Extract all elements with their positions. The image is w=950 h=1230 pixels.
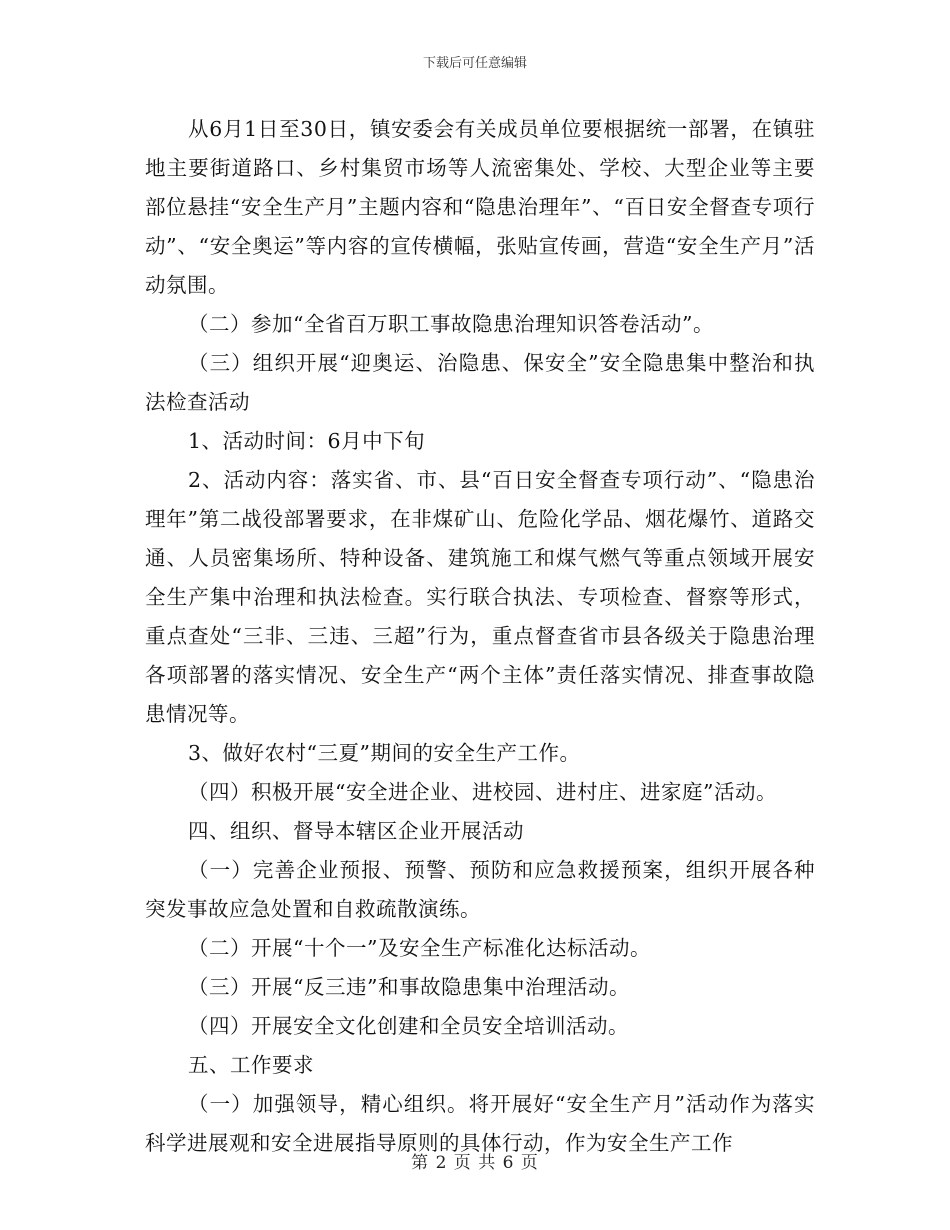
paragraph-activity-content: 2、活动内容：落实省、市、县“百日安全督查专项行动”、“隐患治理年”第二战役部署要求，在非煤矿山、危险化学品、烟花爆竹、道路交通、人员密集场所、特种设备、建筑施工和煤气燃气等重点领域开展安全生产集中治理和执法检查。实行联合执法、专项检查、督察等形式，重点查处“三非、三违、三超”行为，重点督查省市县各级关于隐患治理各项部署的落实情况、安全生产“两个主体”责任落实情况、排查事故隐患情况等。 (145, 468, 815, 726)
page-header-note: 下载后可任意编辑 (422, 56, 527, 71)
paragraph-intro: 从6月1日至30日，镇安委会有关成员单位要根据统一部署，在镇驻地主要街道路口、乡村集贸市场等人流密集处、学校、大型企业等主要部位悬挂“安全生产月”主题内容和“隐患治理年”、“百日安全督查专项行动”、“安全奥运”等内容的宣传横幅，张贴宣传画，营造“安全生产月”活动氛围。 (145, 117, 815, 297)
section-heading-5: 五、工作要求 (188, 1053, 314, 1077)
paragraph-rural-safety: 3、做好农村“三夏”期间的安全生产工作。 (188, 741, 581, 765)
paragraph-item-4: （四）积极开展“安全进企业、进校园、进村庄、进家庭”活动。 (188, 780, 777, 804)
paragraph-activity-time: 1、活动时间：6月中下旬 (188, 429, 426, 453)
paragraph-sub-1: （一）完善企业预报、预警、预防和应急救援预案，组织开展各种突发事故应急处置和自救疏散演练。 (145, 858, 815, 921)
paragraph-item-2: （二）参加“全省百万职工事故隐患治理知识答卷活动”。 (188, 312, 714, 336)
paragraph-sub-4: （四）开展安全文化创建和全员安全培训活动。 (188, 1014, 629, 1038)
paragraph-sub-3: （三）开展“反三违”和事故隐患集中治理活动。 (188, 975, 630, 999)
paragraph-requirement-1: （一）加强领导，精心组织。将开展好“安全生产月”活动作为落实科学进展观和安全进展指导原则的具体行动，作为安全生产工作 (145, 1092, 815, 1155)
paragraph-item-3: （三）组织开展“迎奥运、治隐患、保安全”安全隐患集中整治和执法检查活动 (145, 351, 815, 414)
paragraph-sub-2: （二）开展“十个一”及安全生产标准化达标活动。 (188, 936, 651, 960)
document-body (145, 110, 815, 1163)
page-number: 第 2 页 共 6 页 (411, 1153, 539, 1173)
section-heading-4: 四、组织、督导本辖区企业开展活动 (188, 819, 524, 843)
